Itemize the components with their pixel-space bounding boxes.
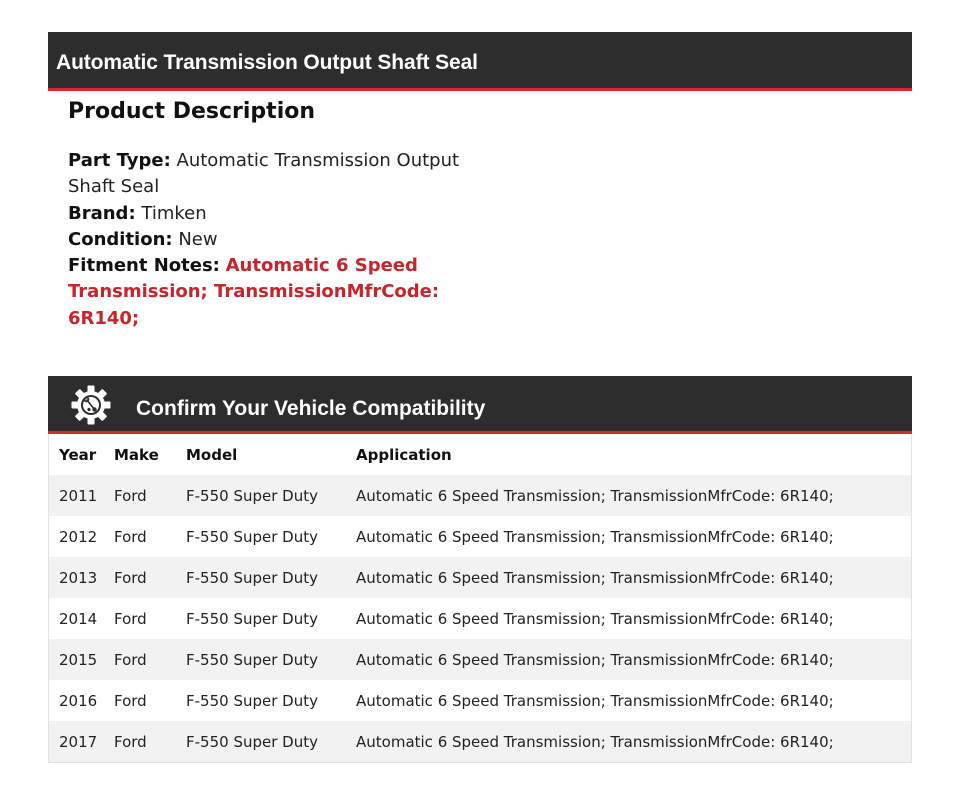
- cell-year: 2017: [59, 732, 98, 751]
- brand-label: Brand:: [68, 202, 136, 224]
- cell-model: F-550 Super Duty: [186, 568, 318, 587]
- cell-model: F-550 Super Duty: [186, 527, 318, 546]
- column-header-model: Model: [186, 445, 238, 464]
- cell-year: 2016: [59, 691, 98, 710]
- cell-year: 2013: [59, 568, 98, 587]
- product-title-banner: [48, 32, 912, 91]
- table-row: [49, 639, 911, 680]
- cell-year: 2014: [59, 609, 98, 628]
- cell-make: Ford: [114, 650, 147, 669]
- column-header-application: Application: [356, 445, 452, 464]
- cell-application: Automatic 6 Speed Transmission; TransmissionMfrCode: 6R140;: [356, 527, 834, 546]
- cell-make: Ford: [114, 568, 147, 587]
- condition-value: New: [178, 228, 218, 250]
- cell-make: Ford: [114, 691, 147, 710]
- compatibility-title: Confirm Your Vehicle Compatibility: [136, 397, 486, 420]
- column-header-make: Make: [114, 445, 159, 464]
- cell-make: Ford: [114, 732, 147, 751]
- cell-make: Ford: [114, 609, 147, 628]
- table-row: [49, 721, 911, 762]
- column-header-year: Year: [59, 445, 97, 464]
- brand-line: [68, 201, 468, 227]
- product-title: Automatic Transmission Output Shaft Seal: [56, 51, 478, 74]
- table-row: [49, 475, 911, 516]
- cell-model: F-550 Super Duty: [186, 486, 318, 505]
- part-type-value: Automatic Transmission Output Shaft Seal: [68, 150, 460, 198]
- cell-make: Ford: [114, 486, 147, 505]
- gear-wrench-icon: [70, 384, 112, 426]
- table-row: [49, 598, 911, 639]
- condition-label: Condition:: [68, 228, 173, 250]
- cell-application: Automatic 6 Speed Transmission; TransmissionMfrCode: 6R140;: [356, 609, 834, 628]
- cell-application: Automatic 6 Speed Transmission; TransmissionMfrCode: 6R140;: [356, 732, 834, 751]
- cell-model: F-550 Super Duty: [186, 650, 318, 669]
- fitment-value: Automatic 6 Speed Transmission; TransmissionMfrCode: 6R140;: [68, 255, 440, 329]
- table-row: [49, 557, 911, 598]
- brand-value: Timken: [141, 202, 207, 224]
- cell-application: Automatic 6 Speed Transmission; TransmissionMfrCode: 6R140;: [356, 486, 834, 505]
- cell-model: F-550 Super Duty: [186, 691, 318, 710]
- table-row: [49, 680, 911, 721]
- cell-application: Automatic 6 Speed Transmission; TransmissionMfrCode: 6R140;: [356, 650, 834, 669]
- description-heading: Product Description: [68, 99, 316, 124]
- table-row: [49, 516, 911, 557]
- condition-line: [68, 227, 468, 253]
- cell-make: Ford: [114, 527, 147, 546]
- cell-year: 2011: [59, 486, 98, 505]
- cell-model: F-550 Super Duty: [186, 609, 318, 628]
- cell-year: 2012: [59, 527, 98, 546]
- cell-year: 2015: [59, 650, 98, 669]
- cell-model: F-550 Super Duty: [186, 732, 318, 751]
- compatibility-table: [48, 434, 912, 763]
- part-type-label: Part Type:: [68, 150, 171, 171]
- compatibility-banner: [48, 376, 912, 434]
- cell-application: Automatic 6 Speed Transmission; TransmissionMfrCode: 6R140;: [356, 691, 834, 710]
- part-type-line: [68, 148, 468, 201]
- cell-application: Automatic 6 Speed Transmission; TransmissionMfrCode: 6R140;: [356, 568, 834, 587]
- fitment-line: [68, 253, 468, 332]
- table-header-row: [49, 434, 911, 475]
- fitment-label: Fitment Notes:: [68, 255, 220, 277]
- product-description: [68, 96, 468, 332]
